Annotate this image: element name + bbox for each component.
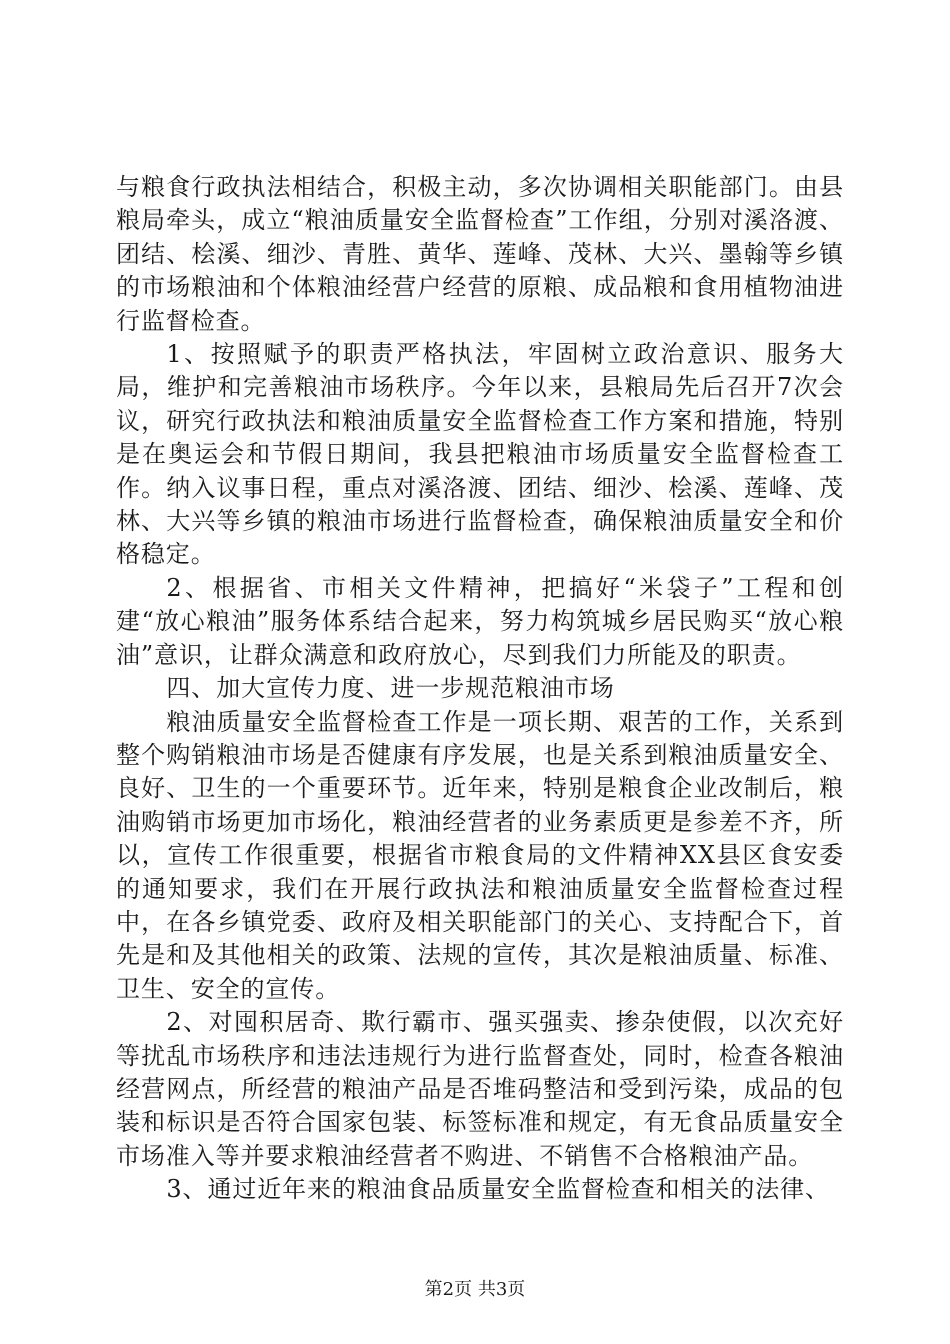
paragraph-3: 2、根据省、市相关文件精神，把搞好“米袋子”工程和创建“放心粮油”服务体系结合起来，努力构筑城乡居民购买“放心粮油”意识，让群众满意和政府放心，尽到我们力所能及的职责。 (116, 573, 844, 669)
section-heading: 四、加大宣传力度、进一步规范粮油市场 (166, 674, 615, 703)
document-body (116, 171, 844, 1207)
paragraph-1: 与粮食行政执法相结合，积极主动，多次协调相关职能部门。由县粮局牵头，成立“粮油质量安全监督检查”工作组，分别对溪洛渡、团结、桧溪、细沙、青胜、黄华、莲峰、茂林、大兴、墨翰等乡镇的市场粮油和个体粮油经营户经营的原粮、成品粮和食用植物油进行监督检查。 (116, 173, 844, 335)
page-footer: 第2页 共3页 (424, 1279, 526, 1300)
paragraph-2: 1、按照赋予的职责严格执法，牢固树立政治意识、服务大局，维护和完善粮油市场秩序。今年以来，县粮局先后召开7次会议，研究行政执法和粮油质量安全监督检查工作方案和措施，特别是在奥运会和节假日期间，我县把粮油市场质量安全监督检查工作。纳入议事日程，重点对溪洛渡、团结、细沙、桧溪、莲峰、茂林、大兴等乡镇的粮油市场进行监督检查，确保粮油质量安全和价格稳定。 (116, 340, 844, 569)
paragraph-5: 2、对囤积居奇、欺行霸市、强买强卖、掺杂使假，以次充好等扰乱市场秩序和违法违规行为进行监督查处，同时，检查各粮油经营网点，所经营的粮油产品是否堆码整洁和受到污染，成品的包装和标识是否符合国家包装、标签标准和规定，有无食品质量安全市场准入等并要求粮油经营者不购进、不销售不合格粮油产品。 (116, 1008, 844, 1170)
paragraph-4: 粮油质量安全监督检查工作是一项长期、艰苦的工作，关系到整个购销粮油市场是否健康有序发展，也是关系到粮油质量安全、良好、卫生的一个重要环节。近年来，特别是粮食企业改制后，粮油购销市场更加市场化，粮油经营者的业务素质更是参差不齐，所以，宣传工作很重要，根据省市粮食局的文件精神XX县区食安委的通知要求，我们在开展行政执法和粮油质量安全监督检查过程中，在各乡镇党委、政府及相关职能部门的关心、支持配合下，首先是和及其他相关的政策、法规的宣传，其次是粮油质量、标准、卫生、安全的宣传。 (116, 707, 844, 1003)
paragraph-6: 3、通过近年来的粮油食品质量安全监督检查和相关的法律、 (166, 1175, 830, 1204)
